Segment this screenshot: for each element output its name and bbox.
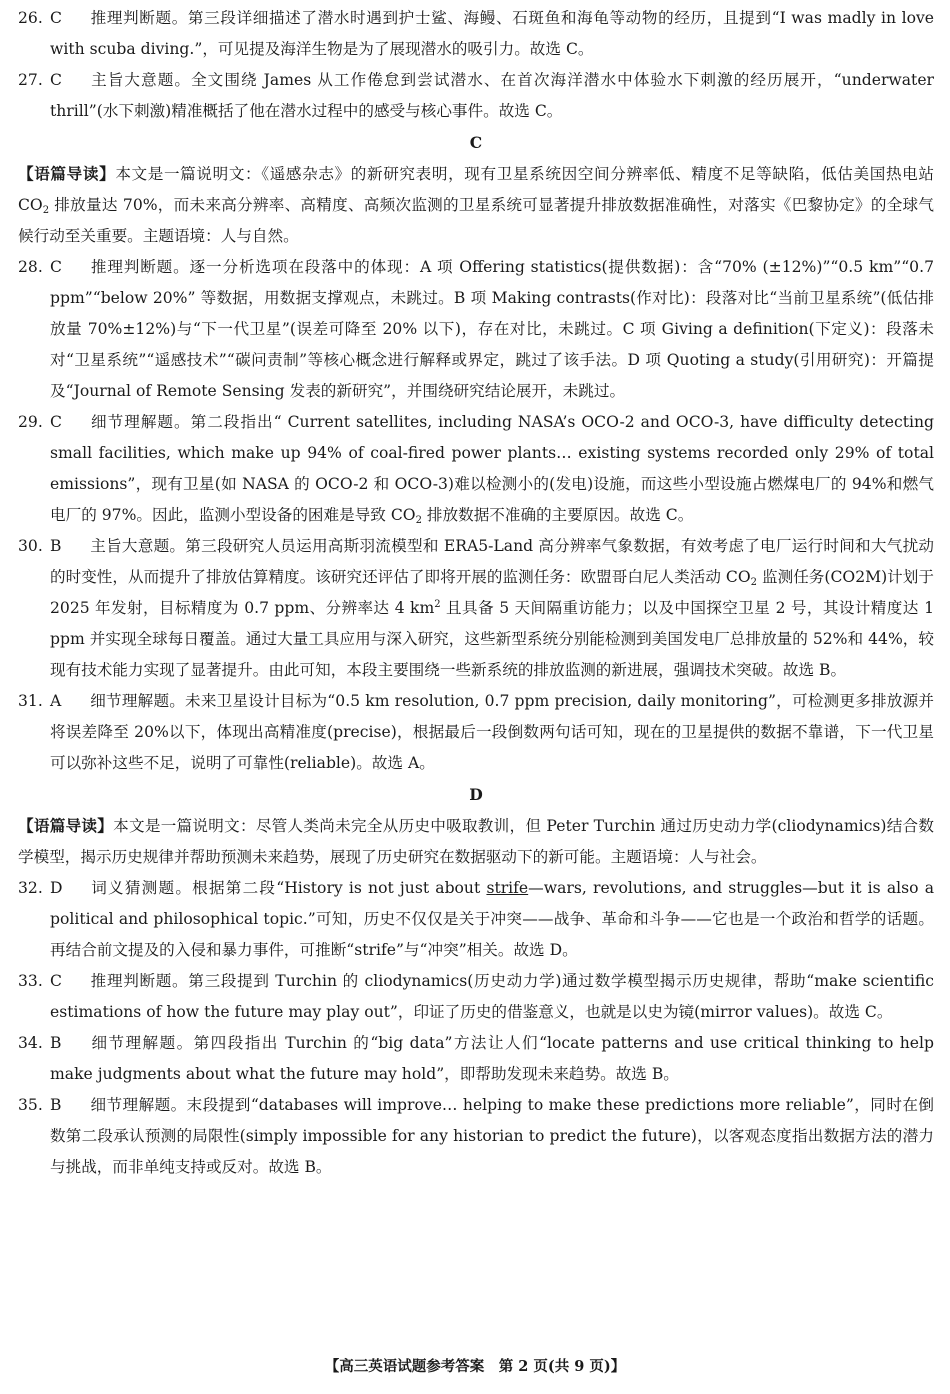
answer-item-29	[18, 407, 934, 531]
answer-item-31	[18, 686, 934, 779]
answer-item-35	[18, 1090, 934, 1183]
explanation-text: 细节理解题。第四段指出 Turchin 的“big data”方法让人们“locate patterns and use critical thinking to help make judgments about what the future may hold”，即帮助发现未来趋势。故选 B。	[50, 1034, 934, 1083]
explanation-text: 推理判断题。第三段提到 Turchin 的 cliodynamics(历史动力学)通过数学模型揭示历史规律，帮助“make scientific estimations of how the future may play out”，印证了历史的借鉴意义，也就是以史为镜(mirror values)。故选 C。	[50, 972, 934, 1021]
section-title-d: D	[469, 785, 483, 804]
explanation-text-cont: 排放数据不准确的主要原因。故选 C。	[421, 506, 694, 524]
guide-text-cont: 排放量达 70%，而未来高分辨率、高精度、高频次监测的卫星系统可显著提升排放数据准确性，对落实《巴黎协定》的全球气候行动至关重要。主题语境：人与自然。	[18, 196, 934, 245]
explanation-text: 细节理解题。未来卫星设计目标为“0.5 km resolution, 0.7 ppm precision, daily monitoring”，可检测更多排放源并将误差降至 20%以下，体现出高精准度(precise)，根据最后一段倒数两句话可知，现在的卫星提供的数据不靠谱，下一代卫星可以弥补这些不足，说明了可靠性(reliable)。故选 A。	[50, 692, 934, 772]
guide-text: 本文是一篇说明文：《遥感杂志》的新研究表明，现有卫星系统因空间分辨率低、精度不足等缺陷，低估美国热电站 CO	[18, 165, 934, 214]
section-title-c: C	[469, 133, 483, 152]
answer-item-26	[18, 3, 934, 65]
explanation-text: 主旨大意题。全文围绕 James 从工作倦怠到尝试潜水、在首次海洋潜水中体验水下刺激的经历展开，“underwater thrill”(水下刺激)精准概括了他在潜水过程中的感受与核心事件。故选 C。	[50, 71, 934, 120]
answer-item-28	[18, 252, 934, 407]
answer-item-27	[18, 65, 934, 127]
subscript: 2	[415, 515, 422, 526]
subscript: 2	[42, 205, 50, 216]
answer-letter: C	[50, 9, 62, 27]
subscript: 2	[750, 577, 758, 588]
question-number: 34.	[18, 1034, 43, 1052]
guide-text: 本文是一篇说明文：尽管人类尚未完全从历史中吸取教训，但 Peter Turchin 通过历史动力学(cliodynamics)结合数学模型，揭示历史规律并帮助预测未来趋势，展现了历史研究在数据驱动下的新可能。主题语境：人与社会。	[18, 817, 934, 866]
answer-letter: B	[50, 1096, 62, 1114]
answer-letter: B	[50, 1034, 62, 1052]
answer-letter: A	[50, 692, 62, 710]
reading-guide-d	[18, 810, 934, 873]
question-number: 35.	[18, 1096, 43, 1114]
answer-letter: C	[50, 71, 62, 89]
question-number: 28.	[18, 258, 43, 276]
question-number: 31.	[18, 692, 43, 710]
explanation-text: 推理判断题。第三段详细描述了潜水时遇到护士鲨、海鳗、石斑鱼和海龟等动物的经历，且提到“I was madly in love with scuba diving.”，可见提及海洋生物是为了展现潜水的吸引力。故选 C。	[50, 9, 934, 58]
question-number: 27.	[18, 71, 43, 89]
answer-letter: D	[50, 879, 63, 897]
explanation-text-cont: 监测任务(CO2M)计划于 2025 年发射，目标精度为 0.7 ppm、分辨率达 4 km	[50, 568, 934, 617]
guide-tag: 【语篇导读】	[18, 816, 114, 835]
answer-page	[18, 3, 934, 1183]
explanation-text: 细节理解题。第二段指出“ Current satellites, including NASA’s OCO-2 and OCO-3, have difficulty detecting small facilities, which make up 94% of coal-fired power plants… existing systems recorded only 29% of total emissions”，现有卫星(如 NASA 的 OCO-2 和 OCO-3)难以检测小的(发电)设施，而这些小型设施占燃煤电厂的 94%和燃气电厂的 97%。因此，监测小型设备的困难是导致 CO	[50, 413, 934, 524]
explanation-text-cont: —wars, revolutions, and struggles—but it is also a political and philosophical topic.”可知，历史不仅仅是关于冲突——战争、革命和斗争——它也是一个政治和哲学的话题。再结合前文提及的入侵和暴力事件，可推断“strife”与“冲突”相关。故选 D。	[50, 879, 935, 959]
page-footer: 【高三英语试题参考答案 第 2 页(共 9 页)】	[324, 1358, 626, 1375]
question-number: 29.	[18, 413, 43, 431]
guide-tag: 【语篇导读】	[18, 164, 116, 183]
answer-item-33	[18, 966, 934, 1028]
question-number: 26.	[18, 9, 43, 27]
question-number: 33.	[18, 972, 43, 990]
answer-item-30	[18, 531, 934, 686]
explanation-text: 主旨大意题。第三段研究人员运用高斯羽流模型和 ERA5-Land 高分辨率气象数据，有效考虑了电厂运行时间和大气扰动的时变性，从而提升了排放估算精度。该研究还评估了即将开展的监测任务：欧盟哥白尼人类活动 CO	[50, 537, 934, 586]
answer-letter: C	[50, 972, 62, 990]
question-number: 30.	[18, 537, 43, 555]
answer-letter: C	[50, 413, 62, 431]
question-number: 32.	[18, 879, 43, 897]
superscript: 2	[434, 599, 441, 610]
answer-letter: B	[50, 537, 62, 555]
explanation-text: 细节理解题。末段提到“databases will improve… helping to make these predictions more reliable”，同时在倒数第二段承认预测的局限性(simply impossible for any historian to predict the future)，以客观态度指出数据方法的潜力与挑战，而非单纯支持或反对。故选 B。	[50, 1096, 934, 1176]
explanation-text-end: 且具备 5 天间隔重访能力；以及中国探空卫星 2 号，其设计精度达 1 ppm 并实现全球每日覆盖。通过大量工具应用与深入研究，这些新型系统分别能检测到美国发电厂总排放量的 52%和 44%，较现有技术能力实现了显著提升。由此可知，本段主要围绕一些新系统的排放监测的新进展，强调技术突破。故选 B。	[50, 599, 934, 679]
underlined-word: strife	[486, 879, 529, 897]
explanation-text: 词义猜测题。根据第二段“History is not just about	[90, 879, 487, 897]
answer-letter: C	[50, 258, 62, 276]
explanation-text: 推理判断题。逐一分析选项在段落中的体现：A 项 Offering statistics(提供数据)：含“70% (±12%)”“0.5 km”“0.7 ppm”“below 20%” 等数据，用数据支撑观点，未跳过。B 项 Making contrasts(作对比)：段落对比“当前卫星系统”(低估排放量 70%±12%)与“下一代卫星”(误差可降至 20% 以下)，存在对比，未跳过。C 项 Giving a definition(下定义)：段落未对“卫星系统”“遥感技术”“碳问责制”等核心概念进行解释或界定，跳过了该手法。D 项 Quoting a study(引用研究)：开篇提及“Journal of Remote Sensing 发表的新研究”，并围绕研究结论展开，未跳过。	[50, 258, 934, 400]
answer-item-34	[18, 1028, 934, 1090]
reading-guide-c	[18, 158, 934, 252]
answer-item-32	[18, 873, 934, 966]
